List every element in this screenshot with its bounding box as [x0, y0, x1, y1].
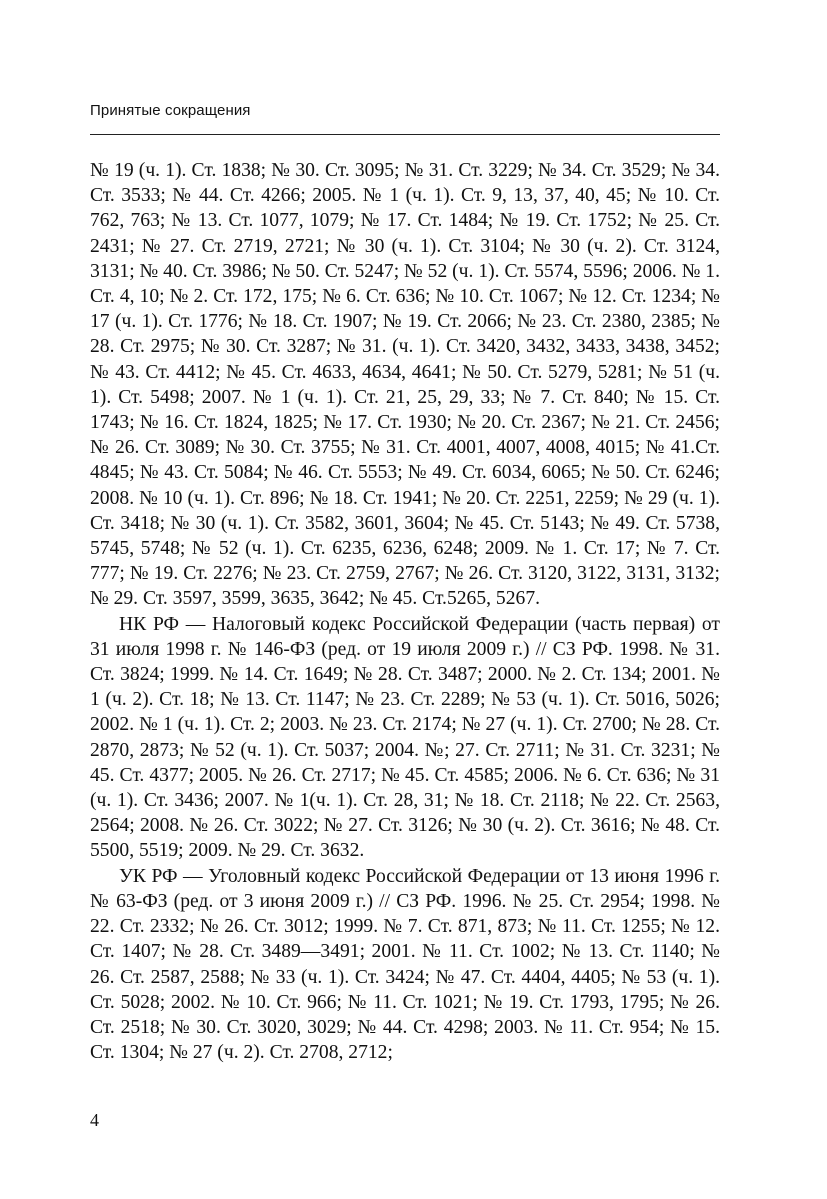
paragraph-continuation: № 19 (ч. 1). Ст. 1838; № 30. Ст. 3095; № 31. Ст. 3229; № 34. Ст. 3529; № 34. Ст. 3533; № 44. Ст. 4266; 2005. № 1 (ч. 1). Ст. 9, 13, 37, 40, 45; № 10. Ст. 762, 763; № 13. Ст. 1077, 1079; № 17. Ст. 1484; № 19. Ст. 1752; № 25. Ст. 2431; № 27. Ст. 2719, 2721; № 30 (ч. 1). Ст. 3104; № 30 (ч. 2). Ст. 3124, 3131; № 40. Ст. 3986; № 50. Ст. 5247; № 52 (ч. 1). Ст. 5574, 5596; 2006. № 1. Ст. 4, 10; № 2. Ст. 172, 175; № 6. Ст. 636; № 10. Ст. 1067; № 12. Ст. 1234; № 17 (ч. 1). Ст. 1776; № 18. Ст. 1907; № 19. Ст. 2066; № 23. Ст. 2380, 2385; № 28. Ст. 2975; № 30. Ст. 3287; № 31. (ч. 1). Ст. 3420, 3432, 3433, 3438, 3452; № 43. Ст. 4412; № 45. Ст. 4633, 4634, 4641; № 50. Ст. 5279, 5281; № 51 (ч. 1). Ст. 5498; 2007. № 1 (ч. 1). Ст. 21, 25, 29, 33; № 7. Ст. 840; № 15. Ст. 1743; № 16. Ст. 1824, 1825; № 17. Ст. 1930; № 20. Ст. 2367; № 21. Ст. 2456; № 26. Ст. 3089; № 30. Ст. 3755; № 31. Ст. 4001, 4007, 4008, 4015; № 41.Ст. 4845; № 43. Ст. 5084; № 46. Ст. 5553; № 49. Ст. 6034, 6065; № 50. Ст. 6246; 2008. № 10 (ч. 1). Ст. 896; № 18. Ст. 1941; № 20. Ст. 2251, 2259; № 29 (ч. 1). Ст. 3418; № 30 (ч. 1). Ст. 3582, 3601, 3604; № 45. Ст. 5143; № 49. Ст. 5738, 5745, 5748; № 52 (ч. 1). Ст. 6235, 6236, 6248; 2009. № 1. Ст. 17; № 7. Ст. 777; № 19. Ст. 2276; № 23. Ст. 2759, 2767; № 26. Ст. 3120, 3122, 3131, 3132; № 29. Ст. 3597, 3599, 3635, 3642; № 45. Ст.5265, 5267.	[90, 160, 720, 610]
running-header-title: Принятые сокращения	[90, 102, 251, 119]
paragraph-nk-rf: НК РФ — Налоговый кодекс Российской Федерации (часть первая) от 31 июля 1998 г. № 146-ФЗ (ред. от 19 июля 2009 г.) // СЗ РФ. 1998. № 31. Ст. 3824; 1999. № 14. Ст. 1649; № 28. Ст. 3487; 2000. № 2. Ст. 134; 2001. № 1 (ч. 2). Ст. 18; № 13. Ст. 1147; № 23. Ст. 2289; № 53 (ч. 1). Ст. 5016, 5026; 2002. № 1 (ч. 1). Ст. 2; 2003. № 23. Ст. 2174; № 27 (ч. 1). Ст. 2700; № 28. Ст. 2870, 2873; № 52 (ч. 1). Ст. 5037; 2004. №; 27. Ст. 2711; № 31. Ст. 3231; № 45. Ст. 4377; 2005. № 26. Ст. 2717; № 45. Ст. 4585; 2006. № 6. Ст. 636; № 31 (ч. 1). Ст. 3436; 2007. № 1(ч. 1). Ст. 28, 31; № 18. Ст. 2118; № 22. Ст. 2563, 2564; 2008. № 26. Ст. 3022; № 27. Ст. 3126; № 30 (ч. 2). Ст. 3616; № 48. Ст. 5500, 5519; 2009. № 29. Ст. 3632.	[90, 613, 720, 862]
page-number: 4	[90, 1110, 99, 1130]
header-rule	[90, 134, 720, 135]
page-body	[90, 158, 720, 1065]
paragraph-uk-rf: УК РФ — Уголовный кодекс Российской Федерации от 13 июня 1996 г. № 63-ФЗ (ред. от 3 июня 2009 г.) // СЗ РФ. 1996. № 25. Ст. 2954; 1998. № 22. Ст. 2332; № 26. Ст. 3012; 1999. № 7. Ст. 871, 873; № 11. Ст. 1255; № 12. Ст. 1407; № 28. Ст. 3489—3491; 2001. № 11. Ст. 1002; № 13. Ст. 1140; № 26. Ст. 2587, 2588; № 33 (ч. 1). Ст. 3424; № 47. Ст. 4404, 4405; № 53 (ч. 1). Ст. 5028; 2002. № 10. Ст. 966; № 11. Ст. 1021; № 19. Ст. 1793, 1795; № 26. Ст. 2518; № 30. Ст. 3020, 3029; № 44. Ст. 4298; 2003. № 11. Ст. 954; № 15. Ст. 1304; № 27 (ч. 2). Ст. 2708, 2712;	[90, 865, 720, 1064]
